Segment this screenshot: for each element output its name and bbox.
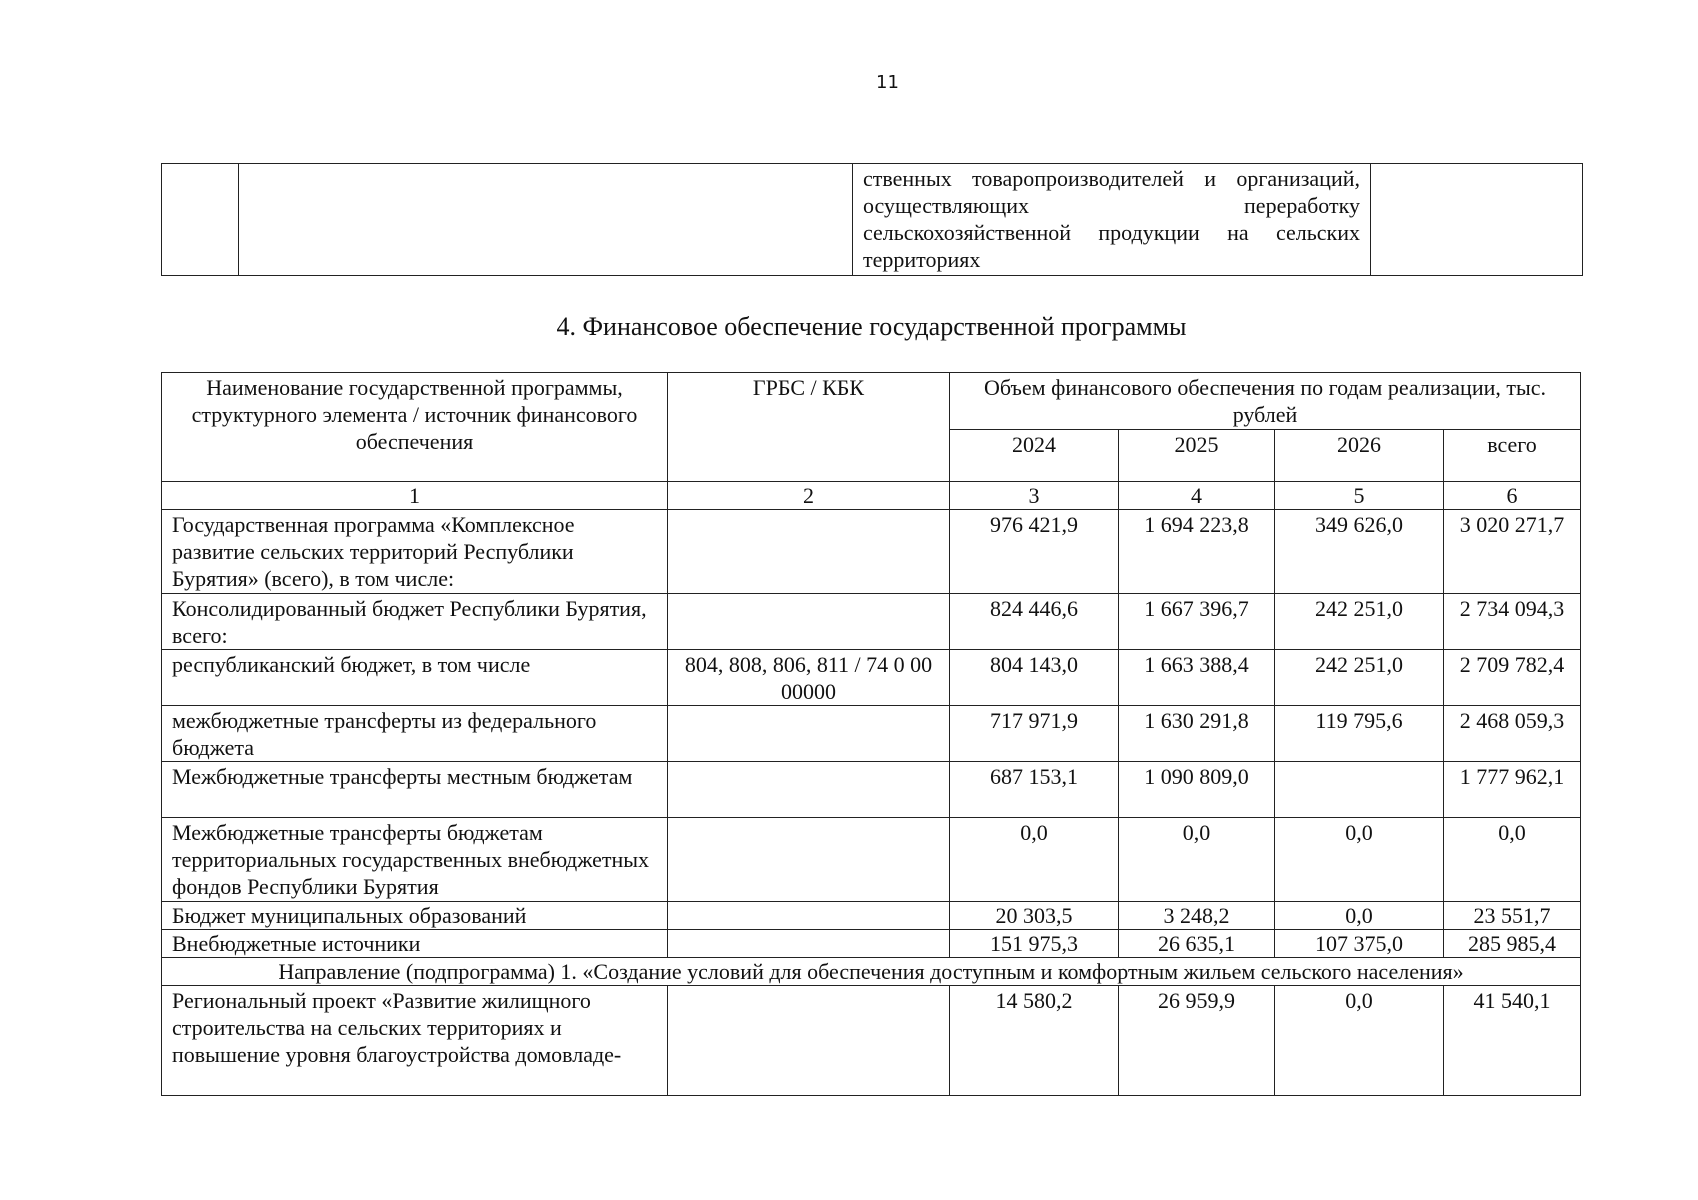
row-name: республиканский бюджет, в том числе: [162, 650, 668, 706]
row-name: Внебюджетные источники: [162, 930, 668, 958]
page-number: 11: [876, 72, 899, 93]
column-number: 6: [1444, 482, 1581, 510]
header-grbs: ГРБС / КБК: [668, 373, 950, 482]
header-name: Наименование государственной программы, структурного элемента / источник финансового обеспечения: [162, 373, 668, 482]
table-row: [162, 164, 1583, 276]
row-name: Консолидированный бюджет Республики Бурятия, всего:: [162, 594, 668, 650]
row-name: межбюджетные трансферты из федерального бюджета: [162, 706, 668, 762]
row-name: Государственная программа «Комплексное развитие сельских территорий Республики Бурятия» (всего), в том числе:: [162, 510, 668, 594]
value-2025: 1 090 809,0: [1119, 762, 1275, 818]
row-name: Межбюджетные трансферты местным бюджетам: [162, 762, 668, 818]
row-kbk: [668, 818, 950, 902]
value-2026: [1275, 762, 1444, 818]
table-row: [162, 902, 1581, 930]
value-2026: 0,0: [1275, 986, 1444, 1096]
table-row: [162, 762, 1581, 818]
column-number: 1: [162, 482, 668, 510]
header-total: всего: [1444, 430, 1581, 482]
value-2024: 824 446,6: [950, 594, 1119, 650]
direction-heading: Направление (подпрограмма) 1. «Создание условий для обеспечения доступным и комфортным жильем сельского населения»: [162, 958, 1581, 986]
column-numbers-row: [162, 482, 1581, 510]
row-kbk: [668, 986, 950, 1096]
value-2024: 717 971,9: [950, 706, 1119, 762]
row-name: Бюджет муниципальных образований: [162, 902, 668, 930]
value-2026: 242 251,0: [1275, 650, 1444, 706]
value-2024: 804 143,0: [950, 650, 1119, 706]
direction-row: [162, 958, 1581, 986]
value-total: 2 709 782,4: [1444, 650, 1581, 706]
value-total: 41 540,1: [1444, 986, 1581, 1096]
column-number: 2: [668, 482, 950, 510]
row-kbk: [668, 902, 950, 930]
value-2026: 242 251,0: [1275, 594, 1444, 650]
table-row: [162, 706, 1581, 762]
row-kbk: [668, 762, 950, 818]
empty-cell: [1371, 164, 1583, 276]
header-row: [162, 373, 1581, 430]
value-2025: 1 663 388,4: [1119, 650, 1275, 706]
table-row: [162, 510, 1581, 594]
value-2025: 26 959,9: [1119, 986, 1275, 1096]
value-2024: 20 303,5: [950, 902, 1119, 930]
continuation-text: ственных товаропроизводителей и организаций, осуществляющих переработку сельскохозяйственной продукции на сельских территориях: [853, 164, 1371, 276]
empty-cell: [162, 164, 239, 276]
value-total: 0,0: [1444, 818, 1581, 902]
value-2025: 1 694 223,8: [1119, 510, 1275, 594]
value-2026: 119 795,6: [1275, 706, 1444, 762]
column-number: 3: [950, 482, 1119, 510]
table-row: [162, 930, 1581, 958]
value-2026: 349 626,0: [1275, 510, 1444, 594]
header-volume: Объем финансового обеспечения по годам реализации, тыс. рублей: [950, 373, 1581, 430]
continuation-table: [161, 163, 1583, 276]
table-row: [162, 986, 1581, 1096]
row-kbk: [668, 594, 950, 650]
value-2025: 26 635,1: [1119, 930, 1275, 958]
header-year-2024: 2024: [950, 430, 1119, 482]
value-total: 1 777 962,1: [1444, 762, 1581, 818]
row-kbk: [668, 706, 950, 762]
header-year-2025: 2025: [1119, 430, 1275, 482]
value-2024: 0,0: [950, 818, 1119, 902]
empty-cell: [239, 164, 853, 276]
value-2026: 107 375,0: [1275, 930, 1444, 958]
value-2026: 0,0: [1275, 902, 1444, 930]
value-2025: 1 667 396,7: [1119, 594, 1275, 650]
value-2024: 687 153,1: [950, 762, 1119, 818]
value-total: 2 468 059,3: [1444, 706, 1581, 762]
header-year-2026: 2026: [1275, 430, 1444, 482]
row-kbk: [668, 510, 950, 594]
financing-table: [161, 372, 1581, 1096]
value-2025: 3 248,2: [1119, 902, 1275, 930]
row-name: Региональный проект «Развитие жилищного строительства на сельских территориях и повышение уровня благоустройства домовладе-: [162, 986, 668, 1096]
table-row: [162, 818, 1581, 902]
value-2025: 1 630 291,8: [1119, 706, 1275, 762]
row-kbk: [668, 930, 950, 958]
value-total: 3 020 271,7: [1444, 510, 1581, 594]
column-number: 4: [1119, 482, 1275, 510]
value-total: 285 985,4: [1444, 930, 1581, 958]
section-title: 4. Финансовое обеспечение государственной программы: [556, 312, 1187, 341]
value-2024: 151 975,3: [950, 930, 1119, 958]
column-number: 5: [1275, 482, 1444, 510]
table-row: [162, 650, 1581, 706]
row-name: Межбюджетные трансферты бюджетам территориальных государственных внебюджетных фондов Республики Бурятия: [162, 818, 668, 902]
table-row: [162, 594, 1581, 650]
value-2024: 976 421,9: [950, 510, 1119, 594]
value-2025: 0,0: [1119, 818, 1275, 902]
value-total: 23 551,7: [1444, 902, 1581, 930]
value-total: 2 734 094,3: [1444, 594, 1581, 650]
row-kbk: 804, 808, 806, 811 / 74 0 00 00000: [668, 650, 950, 706]
value-2026: 0,0: [1275, 818, 1444, 902]
value-2024: 14 580,2: [950, 986, 1119, 1096]
